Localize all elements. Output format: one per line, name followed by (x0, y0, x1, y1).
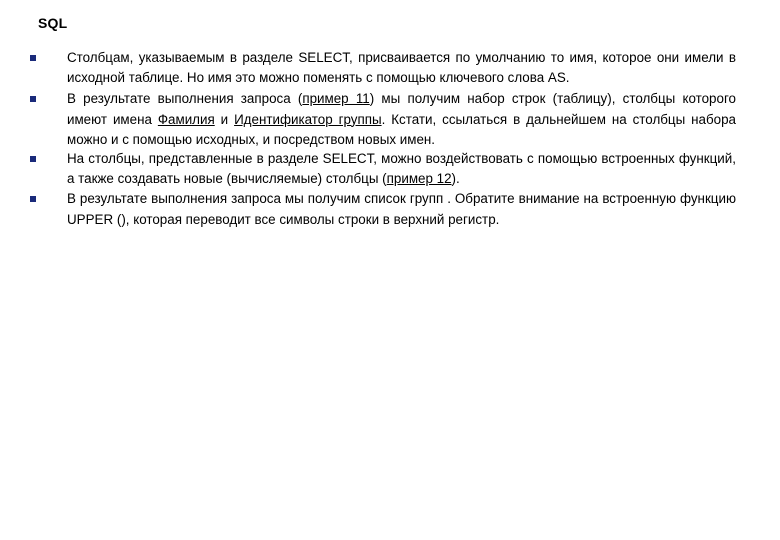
square-bullet-icon (30, 196, 36, 202)
item-text: ) мы получим набор строк (таблицу), столбцы которого имеют имена (67, 91, 736, 127)
list-item (30, 149, 736, 189)
bullet-list (30, 48, 736, 230)
item-text: и (214, 111, 235, 127)
item-text: . Кстати, ссылаться в дальнейшем на столбцы набора можно и с помощью исходных, и посредством новых имен. (67, 111, 737, 147)
list-item (30, 89, 736, 150)
square-bullet-icon (30, 96, 36, 102)
group-id-link[interactable]: Идентификатор группы (234, 111, 382, 127)
surname-link[interactable]: Фамилия (157, 111, 215, 127)
list-item (30, 189, 736, 229)
page-title: SQL (38, 15, 68, 31)
example-11-link[interactable]: пример 11 (302, 91, 370, 107)
item-text: Столбцам, указываемым в разделе SELECT, присваивается по умолчанию то имя, которое они имели в исходной таблице. Но имя это можно поменять с помощью ключевого слова AS. (67, 50, 736, 86)
list-item (30, 48, 736, 88)
item-text: ). (451, 171, 460, 187)
example-12-link[interactable]: пример 12 (386, 171, 452, 187)
square-bullet-icon (30, 156, 36, 162)
item-text: В результате выполнения запроса ( (67, 91, 303, 107)
item-text: В результате выполнения запроса мы получим список групп . Обратите внимание на встроенную функцию UPPER (), которая переводит все символы строки в верхний регистр. (67, 191, 736, 227)
item-text: На столбцы, представленные в разделе SELECT, можно воздействовать с помощью встроенных функций, а также создавать новые (вычисляемые) столбцы ( (67, 151, 736, 187)
square-bullet-icon (30, 55, 36, 61)
